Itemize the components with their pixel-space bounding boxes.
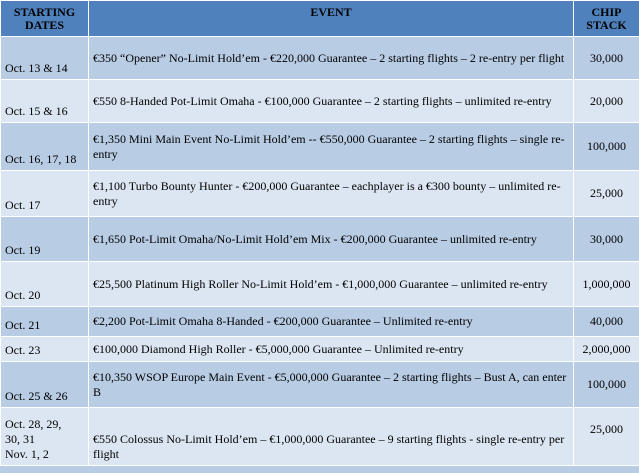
date-cell: Oct. 21: [1, 307, 89, 337]
date-cell: Oct. 13 & 14: [1, 37, 89, 80]
event-cell: €100,000 Diamond High Roller - €5,000,000 Guarantee – Unlimited re-entry: [89, 337, 574, 362]
date-cell: Oct. 23: [1, 337, 89, 362]
chip-stack-cell: 40,000: [574, 307, 639, 337]
header-dates-line2: DATES: [24, 18, 65, 32]
date-line: 30, 31: [5, 432, 35, 446]
event-cell: €550 Colossus No-Limit Hold’em – €1,000,000 Guarantee – 9 starting flights - single re-entry per flight: [89, 408, 574, 466]
event-cell: €1,100 Turbo Bounty Hunter - €200,000 Guarantee – eachplayer is a €300 bounty – unlimited re-entry: [89, 171, 574, 217]
event-cell: €1,350 Mini Main Event No-Limit Hold’em -- €550,000 Guarantee – 2 starting flights – single re-entry: [89, 123, 574, 171]
table-row: [1, 337, 639, 362]
table-row: [1, 307, 639, 337]
header-row: [1, 1, 639, 37]
header-chip-line1: CHIP: [591, 5, 622, 19]
chip-stack-cell: 25,000: [574, 171, 639, 217]
chip-stack-cell: 100,000: [574, 123, 639, 171]
date-cell: Oct. 16, 17, 18: [1, 123, 89, 171]
date-cell: Oct. 15 & 16: [1, 80, 89, 123]
header-event: EVENT: [89, 1, 574, 37]
date-cell: Oct. 17: [1, 171, 89, 217]
chip-stack-cell: 30,000: [574, 37, 639, 80]
date-cell: Oct. 25 & 26: [1, 362, 89, 408]
table-row: [1, 171, 639, 217]
header-chip-line2: STACK: [586, 18, 627, 32]
chip-stack-cell: 2,000,000: [574, 337, 639, 362]
table-row: [1, 262, 639, 307]
chip-stack-cell: 1,000,000: [574, 262, 639, 307]
table-row: [1, 362, 639, 408]
chip-stack-cell: 100,000: [574, 362, 639, 408]
date-line: Nov. 1, 2: [5, 447, 49, 461]
event-cell: €2,200 Pot-Limit Omaha 8-Handed - €200,000 Guarantee – Unlimited re-entry: [89, 307, 574, 337]
chip-stack-cell: 25,000: [574, 408, 639, 466]
event-cell: €550 8-Handed Pot-Limit Omaha - €100,000 Guarantee – 2 starting flights – unlimited re-entry: [89, 80, 574, 123]
date-cell: Oct. 20: [1, 262, 89, 307]
table-row: [1, 408, 639, 466]
date-cell: [1, 408, 89, 466]
table-row: [1, 80, 639, 123]
table-row: [1, 123, 639, 171]
event-cell: €10,350 WSOP Europe Main Event - €5,000,000 Guarantee – 2 starting flights – Bust A, can enter B: [89, 362, 574, 408]
table-row: [1, 37, 639, 80]
event-cell: €25,500 Platinum High Roller No-Limit Hold’em - €1,000,000 Guarantee – unlimited re-entry: [89, 262, 574, 307]
event-cell: €350 “Opener” No-Limit Hold’em - €220,000 Guarantee – 2 starting flights – 2 re-entry per flight: [89, 37, 574, 80]
date-cell: Oct. 19: [1, 217, 89, 262]
date-line: Oct. 28, 29,: [5, 417, 62, 431]
event-cell: €1,650 Pot-Limit Omaha/No-Limit Hold’em Mix - €200,000 Guarantee – unlimited re-entry: [89, 217, 574, 262]
chip-stack-cell: 20,000: [574, 80, 639, 123]
table-row: [1, 217, 639, 262]
chip-stack-cell: 30,000: [574, 217, 639, 262]
header-chip-stack: [574, 1, 639, 37]
header-starting-dates: [1, 1, 89, 37]
header-dates-line1: STARTING: [13, 5, 76, 19]
